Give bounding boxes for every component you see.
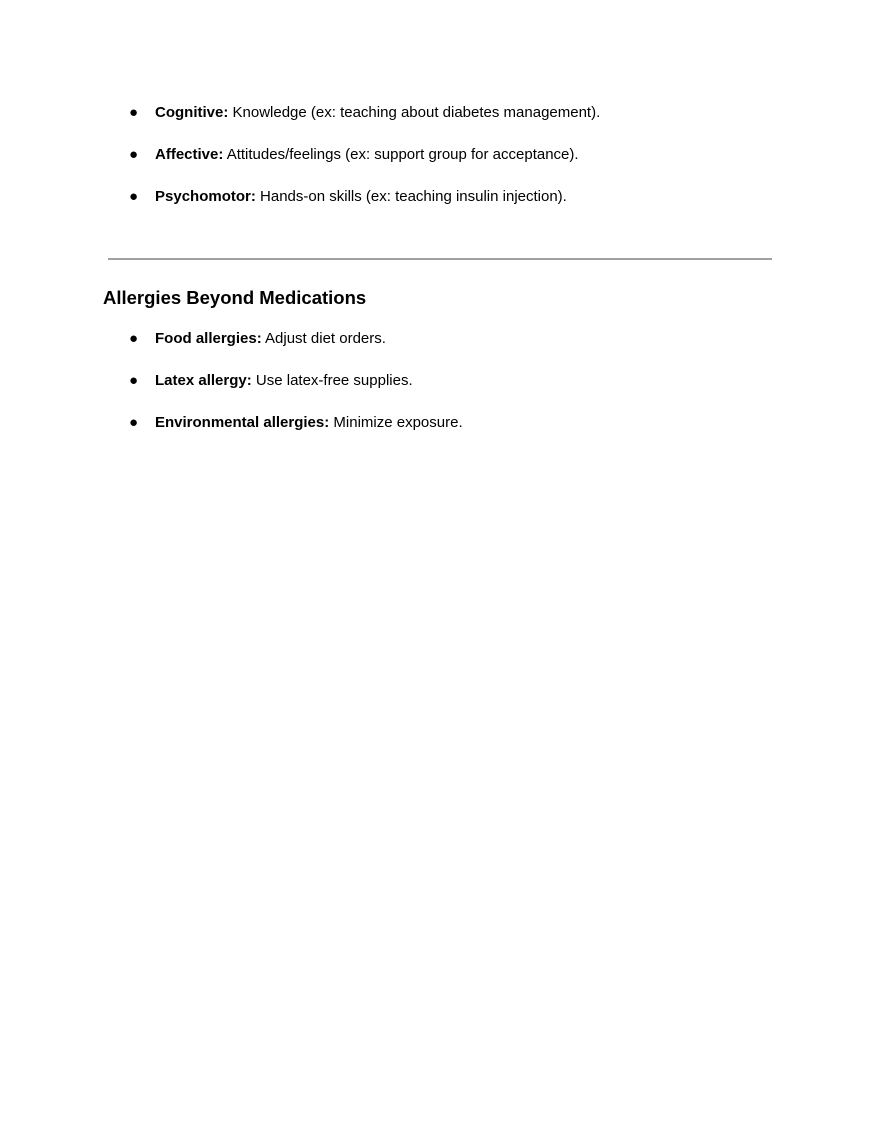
- list-item-term: Food allergies:: [155, 330, 262, 347]
- list-item-text: [155, 327, 386, 351]
- list-item-description: Hands-on skills (ex: teaching insulin injection).: [260, 188, 567, 205]
- bullet-icon: ●: [129, 330, 139, 347]
- list-item-term: Latex allergy:: [155, 372, 252, 389]
- bullet-icon: ●: [129, 104, 139, 121]
- bullet-icon: ●: [129, 146, 139, 163]
- list-item-text: [155, 185, 567, 209]
- list-item-term: Psychomotor:: [155, 188, 256, 205]
- list-item-description: Knowledge (ex: teaching about diabetes management).: [232, 104, 601, 121]
- list-item-description: Use latex-free supplies.: [255, 372, 413, 389]
- list-item-description: Adjust diet orders.: [265, 330, 386, 347]
- bullet-icon: ●: [129, 372, 139, 389]
- list-item-term: Cognitive:: [155, 104, 229, 121]
- bullet-icon: ●: [129, 414, 139, 431]
- bullet-icon: ●: [129, 188, 139, 205]
- list-item-term: Affective:: [155, 146, 224, 163]
- section-heading: Allergies Beyond Medications: [103, 287, 367, 308]
- list-item-description: Attitudes/feelings (ex: support group for acceptance).: [226, 146, 579, 163]
- list-item-text: [155, 143, 579, 167]
- list-item-text: [155, 411, 463, 435]
- list-item-text: [155, 369, 413, 393]
- list-item-text: [155, 101, 600, 125]
- section-divider: [108, 258, 772, 260]
- list-item-term: Environmental allergies:: [155, 414, 330, 431]
- list-item-description: Minimize exposure.: [333, 414, 463, 431]
